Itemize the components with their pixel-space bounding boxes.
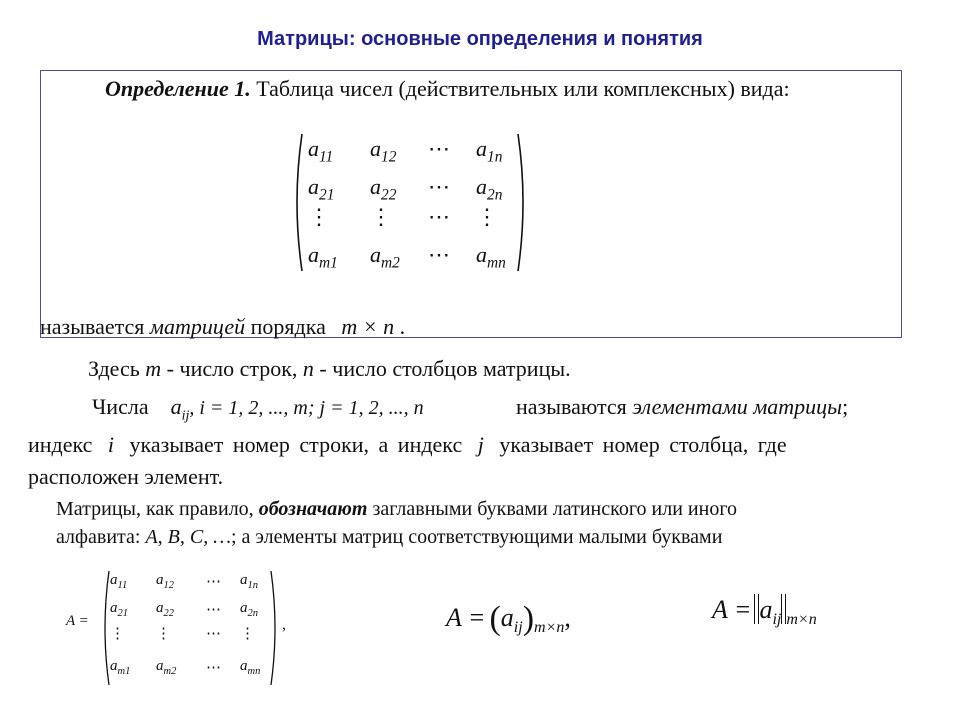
matrix-cell — [206, 572, 221, 591]
matrix-cell — [476, 242, 506, 272]
matrix-cell-base: ⋯ — [428, 204, 450, 229]
small-matrix-trail: , — [282, 616, 286, 633]
line2-a: Числа — [92, 394, 149, 419]
matrix-cell-base: a — [110, 572, 118, 588]
matrix-cell — [476, 204, 498, 230]
matrix-cell-sub: 12 — [163, 580, 174, 591]
called-end: . — [394, 314, 406, 339]
small-matrix-lhs — [66, 613, 89, 630]
formula-paren — [446, 600, 571, 638]
matrix-cell — [156, 658, 176, 677]
matrix-cell-base: ⋮ — [308, 204, 330, 229]
matrix-cell-sub: 1n — [487, 148, 503, 166]
matrix-cell — [110, 624, 125, 643]
matrix-cell — [156, 572, 174, 591]
line1-b: - число строк, — [161, 356, 303, 381]
called-mid: порядка — [245, 314, 332, 339]
matrix-cell — [476, 136, 502, 166]
matrix-cell-base: ⋯ — [428, 136, 450, 161]
line3-c: указывает номер столбца, где — [489, 432, 787, 457]
matrix-cell-base: ⋮ — [370, 204, 392, 229]
f2-lhs: A = — [446, 603, 486, 632]
matrix-cell-sub: 1n — [247, 580, 258, 591]
matrix-cell — [370, 136, 396, 166]
line2-idx: , i = 1, 2, ..., m; j = 1, 2, ..., n — [189, 397, 424, 419]
line2-aij: a — [170, 394, 182, 419]
matrix-cell-sub: m1 — [117, 666, 131, 677]
matrix-cell-base: a — [240, 658, 248, 674]
line3-j: j — [477, 432, 484, 457]
body-line-2-end — [516, 394, 848, 420]
matrix-cell — [110, 572, 127, 591]
body-line-4: расположен элемент. — [28, 464, 224, 489]
matrix-cell — [156, 624, 171, 643]
matrix-cell-base: ⋯ — [206, 574, 221, 590]
matrix-cell-base: ⋮ — [476, 204, 498, 229]
matrix-cell-sub: 11 — [319, 148, 334, 166]
line2-c: ; — [842, 394, 849, 419]
matrix-cell-base: ⋯ — [206, 660, 221, 676]
line2-term: элементами матрицы — [632, 394, 843, 419]
f2-a: a — [500, 603, 514, 632]
matrix-cell — [206, 600, 221, 619]
matrix-cell-base: a — [476, 174, 487, 199]
line2-aij-sub: ij — [181, 408, 190, 424]
matrix-cell — [428, 204, 450, 230]
matrix-cell-sub: 12 — [381, 148, 397, 166]
definition-label: Определение 1. — [105, 76, 251, 101]
line3-i: i — [107, 432, 115, 457]
f2-trail: , — [564, 603, 571, 632]
line3-a: индекс — [28, 432, 102, 457]
matrix-cell-base: a — [308, 174, 319, 199]
body-line-6 — [56, 526, 722, 549]
matrix-cell-base: a — [370, 242, 381, 267]
matrix-cell-sub: 2n — [247, 608, 258, 619]
matrix-cell-sub: 2n — [487, 186, 503, 204]
matrix-cell — [308, 174, 334, 204]
definition-text: Таблица чисел (действительных или комплексных) вида: — [250, 76, 790, 101]
matrix-cell-base: a — [370, 136, 381, 161]
matrix-cell-sub: mn — [247, 666, 261, 677]
body-line-2-start — [92, 394, 424, 424]
called-prefix: называется — [40, 314, 150, 339]
matrix-cell-base: a — [308, 136, 319, 161]
matrix-cell-sub: 11 — [117, 580, 128, 591]
matrix-cell — [240, 624, 255, 643]
line5-term: обозначают — [258, 498, 368, 520]
body-line-1 — [88, 356, 571, 382]
called-line — [40, 314, 405, 340]
small-lhs: A = — [66, 613, 89, 629]
matrix-cell-base: a — [476, 136, 487, 161]
matrix-cell — [370, 174, 396, 204]
matrix-cell-sub: 21 — [319, 186, 335, 204]
matrix-cell — [110, 600, 128, 619]
page-title: Матрицы: основные определения и понятия — [257, 28, 703, 50]
f3-lhs: A = — [712, 595, 752, 624]
matrix-cell-base: ⋮ — [110, 626, 125, 642]
matrix-cell-base: a — [110, 658, 118, 674]
matrix-cell-base: ⋯ — [206, 626, 221, 642]
line1-n: n — [302, 356, 314, 381]
f2-lparen: ( — [489, 600, 501, 637]
matrix-cell-base: a — [156, 572, 164, 588]
matrix-cell — [428, 242, 450, 268]
matrix-cell-sub: m2 — [381, 254, 400, 272]
matrix-cell-sub: m2 — [163, 666, 177, 677]
line1-m: m — [145, 356, 162, 381]
matrix-cell-sub: m1 — [319, 254, 338, 272]
line2-b: называются — [516, 394, 633, 419]
matrix-cell — [308, 136, 333, 166]
matrix-cell-base: ⋮ — [240, 626, 255, 642]
formula-norm — [712, 594, 817, 629]
matrix-cell — [428, 136, 450, 162]
line6-letters: A, B, C, … — [145, 526, 231, 548]
f3-size: m×n — [786, 611, 817, 629]
matrix-cell — [240, 658, 260, 677]
matrix-big — [290, 130, 530, 275]
line1-c: - число столбцов матрицы. — [313, 356, 571, 381]
matrix-cell — [370, 242, 400, 272]
matrix-cell — [370, 204, 392, 230]
f3-a: a — [759, 595, 773, 624]
f2-rparen: ) — [522, 600, 535, 637]
f2-sub: ij — [513, 619, 523, 637]
matrix-cell — [110, 658, 130, 677]
line5-b: заглавными буквами латинского или иного — [367, 498, 738, 520]
f2-size: m×n — [534, 619, 565, 637]
matrix-cell — [308, 242, 338, 272]
line5-a: Матрицы, как правило, — [56, 498, 259, 520]
matrix-cell — [240, 572, 258, 591]
matrix-cell — [308, 204, 330, 230]
matrix-cell-base: a — [156, 658, 164, 674]
definition-line — [105, 76, 790, 102]
matrix-cell-sub: 21 — [117, 608, 128, 619]
line1-a: Здесь — [88, 356, 146, 381]
f3-sub: ij — [772, 611, 782, 629]
matrix-cell-sub: mn — [487, 254, 506, 272]
called-term: матрицей — [149, 314, 246, 339]
matrix-cell-base: a — [240, 572, 248, 588]
matrix-cell-base: ⋯ — [428, 174, 450, 199]
body-line-5 — [56, 498, 737, 521]
matrix-cell — [206, 624, 221, 643]
matrix-cell-base: ⋯ — [428, 242, 450, 267]
matrix-cell-base: a — [308, 242, 319, 267]
matrix-cell-base: a — [370, 174, 381, 199]
line3-b: указывает номер строки, а индекс — [120, 432, 472, 457]
called-order: m × n — [341, 314, 395, 339]
matrix-cell-base: a — [240, 600, 248, 616]
matrix-cell-base: ⋯ — [206, 602, 221, 618]
matrix-cell — [156, 600, 174, 619]
matrix-cell — [476, 174, 502, 204]
line6-a: алфавита: — [56, 526, 146, 548]
matrix-cell-sub: 22 — [163, 608, 174, 619]
matrix-cell-base: a — [156, 600, 164, 616]
matrix-cell — [240, 600, 258, 619]
matrix-cell — [206, 658, 221, 677]
line6-b: ; а элементы матриц соответствующими малыми буквами — [231, 526, 723, 548]
matrix-cell-base: ⋮ — [156, 626, 171, 642]
matrix-cell-sub: 22 — [381, 186, 397, 204]
body-line-3 — [28, 432, 787, 458]
matrix-cell-base: a — [476, 242, 487, 267]
matrix-cell — [428, 174, 450, 200]
matrix-cell-base: a — [110, 600, 118, 616]
matrix-small — [100, 568, 280, 688]
